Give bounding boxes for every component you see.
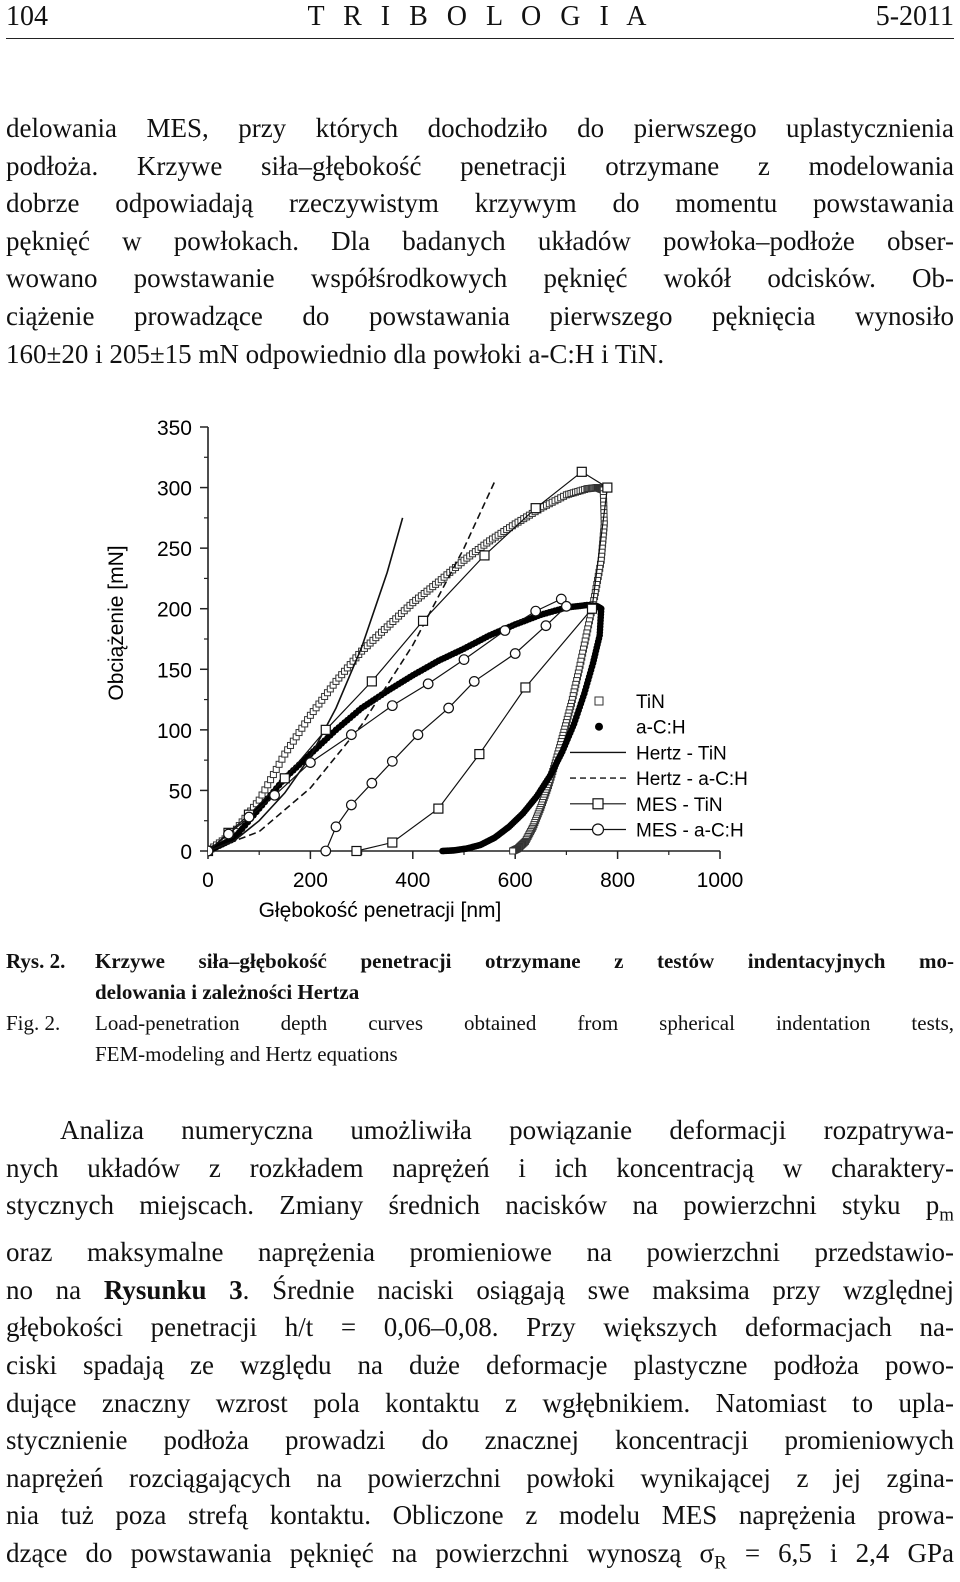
y-tick-label: 0: [180, 841, 192, 864]
data-point-mes-a-c-h: [244, 812, 254, 822]
legend-label: TiN: [636, 692, 665, 713]
figure-reference: Rysunku 3: [103, 1274, 243, 1305]
chart-legend: [570, 692, 748, 842]
caption-english: [6, 1008, 954, 1070]
text-line: nych układów z rozkładem naprężeń i ich koncentracją w charaktery-: [6, 1152, 954, 1183]
caption-line: Load-penetration depth curves obtained from spherical indentation tests,: [95, 1011, 954, 1035]
legend-label: a-C:H: [636, 717, 686, 739]
data-point-mes-tin: [521, 683, 530, 692]
legend-label: MES - a-C:H: [636, 820, 744, 842]
x-tick-label: 0: [202, 869, 214, 892]
data-point-mes-a-c-h: [224, 829, 234, 839]
text-line: ciski spadają ze względu na duże deformacje plastyczne podłoża powo-: [6, 1349, 954, 1380]
legend-label: MES - TiN: [636, 794, 723, 816]
data-point-mes-tin: [531, 504, 540, 513]
y-tick-label: 50: [168, 780, 192, 804]
data-point-mes-a-c-h: [562, 601, 572, 611]
x-tick-label: 400: [395, 869, 431, 892]
data-point-mes-tin: [321, 725, 330, 734]
data-point-mes-tin: [352, 847, 361, 856]
legend-label: Hertz - TiN: [636, 743, 727, 765]
text-line: no na Rysunku 3. Średnie naciski osiągają swe maksima przy względnej: [6, 1274, 955, 1305]
x-tick-label: 800: [600, 869, 636, 892]
text-line: dujące znaczny wzrost pola kontaktu z wgłębnikiem. Natomiast to upla-: [6, 1387, 954, 1418]
journal-title: T R I B O L O G I A: [307, 1, 653, 32]
text-line: pęknięć w powłokach. Dla badanych układów powłoka–podłoże obser-: [6, 225, 954, 256]
x-axis-label: Głębokość penetracji [nm]: [258, 899, 502, 922]
caption-line: FEM-modeling and Hertz equations: [95, 1042, 398, 1066]
data-point-mes-tin: [577, 467, 586, 476]
data-point-mes-tin: [388, 838, 397, 847]
data-point-mes-a-c-h: [367, 778, 377, 788]
data-point-mes-a-c-h: [510, 649, 520, 659]
data-point-mes-a-c-h: [531, 606, 541, 616]
text-line: nia tuż poza strefą kontaktu. Obliczone z modelu MES naprężenia prowa-: [6, 1500, 954, 1531]
data-point-mes-a-c-h: [388, 757, 398, 767]
text-line: naprężeń rozciągających na powierzchni powłoki wynikającej z jej zgina-: [6, 1462, 954, 1493]
data-point-mes-tin: [475, 750, 484, 759]
y-axis-label: Obciążenie [mN]: [105, 545, 128, 701]
x-tick-label: 200: [292, 869, 328, 892]
issue-number: 5-2011: [875, 1, 954, 32]
data-point-mes-a-c-h: [500, 626, 510, 636]
caption-line: Krzywe siła–głębokość penetracji otrzymane z testów indentacyjnych mo-: [95, 949, 954, 973]
text-line: stycznych miejscach. Zmiany średnich nacisków na powierzchni styku $p_m$: [6, 1190, 954, 1226]
text-line: głębokości penetracji h/t = 0,06–0,08. Przy większych deformacjach na-: [6, 1312, 954, 1343]
series-group: [203, 467, 612, 855]
legend-symbol: [593, 799, 603, 809]
data-point-mes-a-c-h: [413, 730, 423, 740]
y-tick-label: 200: [156, 598, 192, 622]
x-tick-label: 1000: [696, 869, 744, 892]
data-point-mes-a-c-h: [444, 703, 454, 713]
x-tick-label: 600: [497, 869, 533, 892]
caption-label-pl: Rys. 2.: [6, 949, 66, 973]
y-tick-label: 300: [156, 477, 192, 501]
paragraph-intro: [6, 110, 954, 373]
text-line: delowania MES, przy których dochodziło do pierwszego uplastycznienia: [6, 113, 954, 143]
caption-label-en: Fig. 2.: [6, 1011, 61, 1035]
text-line: dzące do powstawania pęknięć na powierzchni wynoszą $\sigma_R = 6,5$ i 2,4 GPa: [6, 1537, 954, 1574]
data-point-mes-a-c-h: [347, 800, 357, 810]
text-line: oraz maksymalne naprężenia promieniowe na powierzchni przedstawio-: [6, 1237, 954, 1268]
data-point-mes-a-c-h: [423, 679, 433, 689]
y-tick-label: 150: [156, 659, 192, 683]
chart-plot-area: [203, 467, 612, 855]
data-point-a-c-h: [439, 848, 446, 855]
data-point-mes-a-c-h: [541, 621, 551, 631]
page-header: [6, 0, 954, 39]
text-line: stycznienie podłoża prowadzi do znacznej koncentracji promieniowych: [6, 1425, 954, 1456]
data-point-mes-tin: [280, 774, 289, 783]
data-point-mes-tin: [588, 604, 597, 613]
y-tick-label: 350: [156, 417, 192, 440]
caption-line: delowania i zależności Hertza: [95, 980, 360, 1004]
series-line-mes-a-c-h: [208, 599, 566, 851]
text-line: dobrze odpowiadają rzeczywistym krzywym do momentu powstawania: [6, 188, 954, 219]
text-line: wowano powstawanie współśrodkowych pęknięć wokół odcisków. Ob-: [6, 263, 954, 294]
data-point-mes-a-c-h: [388, 701, 398, 711]
text-line: ciążenie prowadzące do powstawania pierwszego pęknięcia wynosiło: [6, 300, 954, 331]
page-number: 104: [6, 1, 48, 32]
data-point-mes-tin: [367, 677, 376, 686]
data-point-mes-a-c-h: [347, 730, 357, 740]
text-line: Analiza numeryczna umożliwiła powiązanie deformacji rozpatrywa-: [60, 1115, 954, 1145]
data-point-mes-a-c-h: [270, 790, 280, 800]
y-tick-label: 100: [156, 719, 192, 743]
legend-symbol: [595, 723, 603, 731]
data-point-mes-a-c-h: [321, 846, 331, 856]
y-tick-label: 250: [156, 538, 192, 562]
data-point-mes-a-c-h: [469, 677, 479, 687]
text-line: 160±20 i 205±15 mN odpowiednio dla powłoki a-C:H i TiN.: [6, 338, 665, 369]
data-point-mes-a-c-h: [331, 822, 341, 832]
figure-caption: [6, 946, 954, 1070]
data-point-mes-a-c-h: [459, 655, 469, 665]
data-point-mes-tin: [603, 483, 612, 492]
legend-label: Hertz - a-C:H: [636, 769, 748, 791]
data-point-mes-tin: [419, 616, 428, 625]
data-point-mes-tin: [434, 804, 443, 813]
paragraph-analysis: [6, 1112, 954, 1582]
data-point-tin: [510, 848, 516, 854]
legend-symbol: [593, 824, 604, 835]
legend-symbol: [595, 697, 603, 705]
text-line: podłoża. Krzywe siła–głębokość penetracji otrzymane z modelowania: [6, 150, 954, 181]
data-point-mes-tin: [480, 551, 489, 560]
caption-polish: [6, 946, 954, 1008]
data-point-mes-a-c-h: [306, 758, 316, 768]
figure-chart: [90, 405, 870, 935]
